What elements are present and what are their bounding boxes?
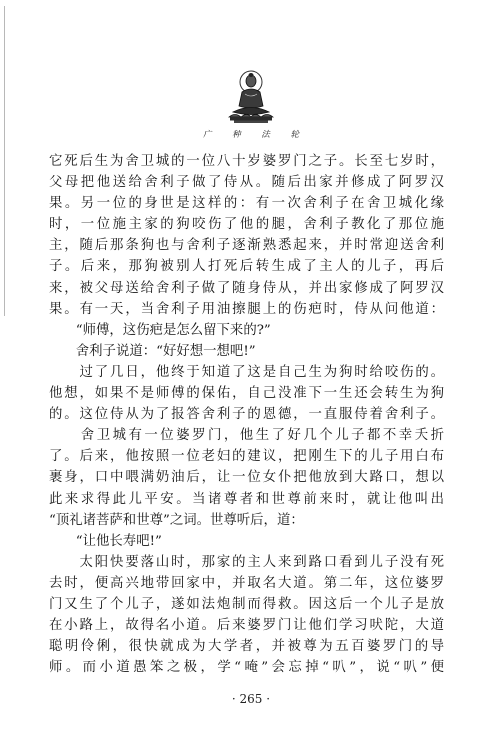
text-line: “让他长寿吧!” — [49, 533, 162, 549]
text-line: 父母把他送给舍利子做了侍从。随后出家并修成了阿罗汉 — [49, 175, 444, 191]
text-line: 舍卫城有一位婆罗门，他生了好几个儿子都不幸夭折 — [49, 428, 444, 444]
text-line: 太阳快要落山时，那家的主人来到路口看到儿子没有死 — [49, 554, 444, 570]
text-line: 的。这位侍从为了报答舍利子的恩德，一直服侍着舍利子。 — [49, 407, 444, 423]
text-line: 舍利子说道：“好好想一想吧!” — [49, 343, 256, 359]
text-line: 来，被父母送给舍利子做了随身侍从，并出家修成了阿罗汉 — [49, 280, 444, 296]
text-line: “师傅，这伤疤是怎么留下来的?” — [49, 322, 271, 338]
text-line: 他想，如果不是师傅的保佑，自己没准下一生还会转生为狗 — [49, 386, 444, 402]
text-line: 了。后来，他按照一位老妇的建议，把刚生下的儿子用白布 — [49, 449, 444, 465]
body-text — [49, 151, 444, 678]
text-line: 师。而小道愚笨之极，学“唵”会忘掉“叭”，说“叭”便 — [49, 660, 444, 676]
page-header — [0, 62, 502, 140]
text-line: 子。后来，那狗被别人打死后转生成了主人的儿子，再后 — [49, 259, 444, 275]
page-edge-rule — [4, 6, 5, 316]
text-line: “顶礼诸菩萨和世尊”之词。世尊听后，道： — [49, 512, 304, 528]
text-line: 时，一位施主家的狗咬伤了他的腿，舍利子教化了那位施 — [49, 217, 444, 233]
text-line: 果。另一位的身世是这样的：有一次舍利子在舍卫城化缘 — [49, 196, 444, 212]
text-line: 在小路上，故得名小道。后来婆罗门让他们学习吠陀，大道 — [49, 618, 444, 634]
seated-buddha-icon — [221, 62, 281, 124]
text-line: 它死后生为舍卫城的一位八十岁婆罗门之子。长至七岁时， — [49, 154, 444, 169]
text-line: 此来求得此儿平安。当诸尊者和世尊前来时，就让他叫出 — [49, 491, 444, 507]
text-line: 过了几日，他终于知道了这是自己生为狗时给咬伤的。 — [49, 364, 444, 380]
page-number: · 265 · — [231, 692, 271, 706]
text-line: 果。有一天，当舍利子用油擦腿上的伤疤时，侍从问他道： — [49, 301, 444, 317]
text-line: 聪明伶俐，很快就成为大学者，并被尊为五百婆罗门的导 — [49, 639, 444, 655]
text-line: 主，随后那条狗也与舍利子逐渐熟悉起来，并时常迎送舍利 — [49, 238, 444, 254]
text-line: 门又生了个儿子，遂如法炮制而得救。因这后一个儿子是放 — [49, 596, 444, 612]
text-line: 去时，便高兴地带回家中，并取名大道。第二年，这位婆罗 — [49, 575, 444, 591]
header-title: 广 种 法 轮 — [202, 130, 309, 140]
text-line: 裹身，口中喂满奶油后，让一位女仆把他放到大路口，想以 — [49, 470, 444, 486]
